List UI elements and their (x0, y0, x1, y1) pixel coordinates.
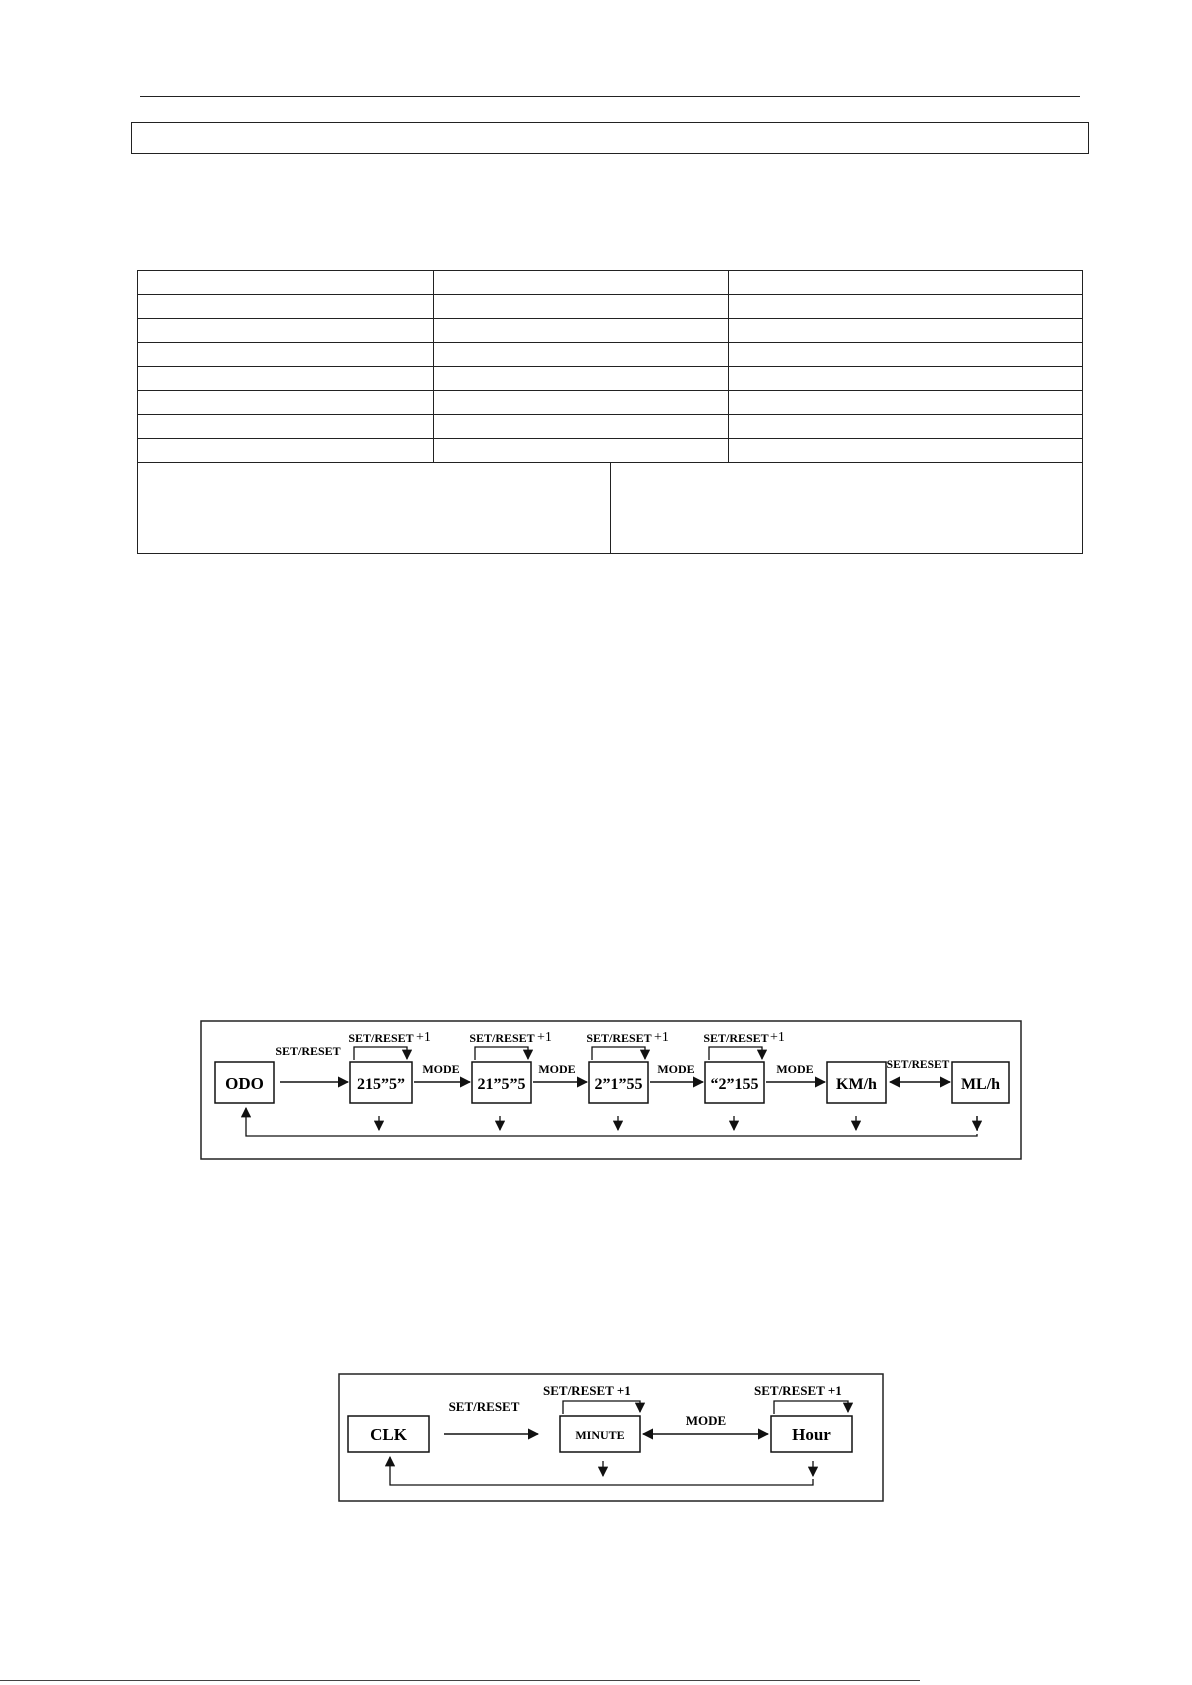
label-plus-2: +1 (537, 1030, 552, 1045)
node-2-155 (705, 1062, 764, 1103)
loop-n4 (709, 1047, 762, 1060)
node-21-5-5-label: 21”5”5 (477, 1076, 526, 1093)
loop-hour (774, 1401, 848, 1414)
table-row (138, 271, 1083, 295)
label-sr-minute: SET/RESET +1 (543, 1383, 631, 1398)
table-row (138, 391, 1083, 415)
table-row (138, 463, 1083, 554)
node-mlh (952, 1062, 1009, 1103)
table-row (138, 295, 1083, 319)
loop-n2 (475, 1047, 528, 1060)
return-path-odo (246, 1108, 977, 1136)
node-215-5 (350, 1062, 412, 1103)
node-2-1-55 (589, 1062, 648, 1103)
label-mode: MODE (685, 1413, 727, 1428)
label-set-reset-2: SET/RESET (886, 1059, 950, 1071)
spec-table (137, 270, 1083, 554)
label-mode-3: MODE (657, 1062, 695, 1076)
label-mode-4: MODE (776, 1062, 814, 1076)
label-sr-top-1: SET/RESET (348, 1031, 414, 1045)
node-21-5-5 (472, 1062, 531, 1103)
section-title-box (131, 122, 1089, 154)
label-plus-3: +1 (654, 1030, 669, 1045)
node-minute (560, 1416, 640, 1452)
node-hour (771, 1416, 852, 1452)
node-2-155-label: “2”155 (710, 1076, 759, 1093)
table-row (138, 415, 1083, 439)
loop-n3 (592, 1047, 645, 1060)
label-mode-2: MODE (538, 1062, 576, 1076)
node-2-1-55-label: 2”1”55 (594, 1076, 643, 1093)
node-clk (348, 1416, 429, 1452)
loop-minute (563, 1401, 640, 1414)
label-set-reset: SET/RESET (448, 1399, 520, 1414)
label-sr-hour: SET/RESET +1 (754, 1383, 842, 1398)
node-minute-label: MINUTE (575, 1428, 625, 1442)
table-row (138, 343, 1083, 367)
table-row (138, 439, 1083, 463)
node-hour-label: Hour (792, 1425, 831, 1444)
clk-flow-diagram (338, 1373, 884, 1503)
node-odo-label: ODO (225, 1074, 264, 1093)
node-mlh-label: ML/h (960, 1076, 1001, 1093)
label-mode-1: MODE (422, 1062, 460, 1076)
label-set-reset-1: SET/RESET (275, 1044, 341, 1058)
header-rule (140, 96, 1080, 97)
odo-flow-diagram (200, 1020, 1022, 1162)
table-row (138, 319, 1083, 343)
loop-n1 (354, 1047, 407, 1060)
node-clk-label: CLK (370, 1425, 407, 1444)
label-sr-top-2: SET/RESET (469, 1031, 535, 1045)
node-odo (215, 1062, 274, 1103)
label-plus-4: +1 (770, 1030, 785, 1045)
footer-rule (0, 1680, 920, 1681)
node-215-5-label: 215”5” (357, 1076, 405, 1093)
label-sr-top-3: SET/RESET (586, 1031, 652, 1045)
node-kmh (827, 1062, 886, 1103)
table-row (138, 367, 1083, 391)
label-plus-1: +1 (416, 1030, 431, 1045)
node-kmh-label: KM/h (836, 1076, 877, 1093)
label-sr-top-4: SET/RESET (703, 1031, 769, 1045)
return-path-clk (390, 1457, 813, 1485)
